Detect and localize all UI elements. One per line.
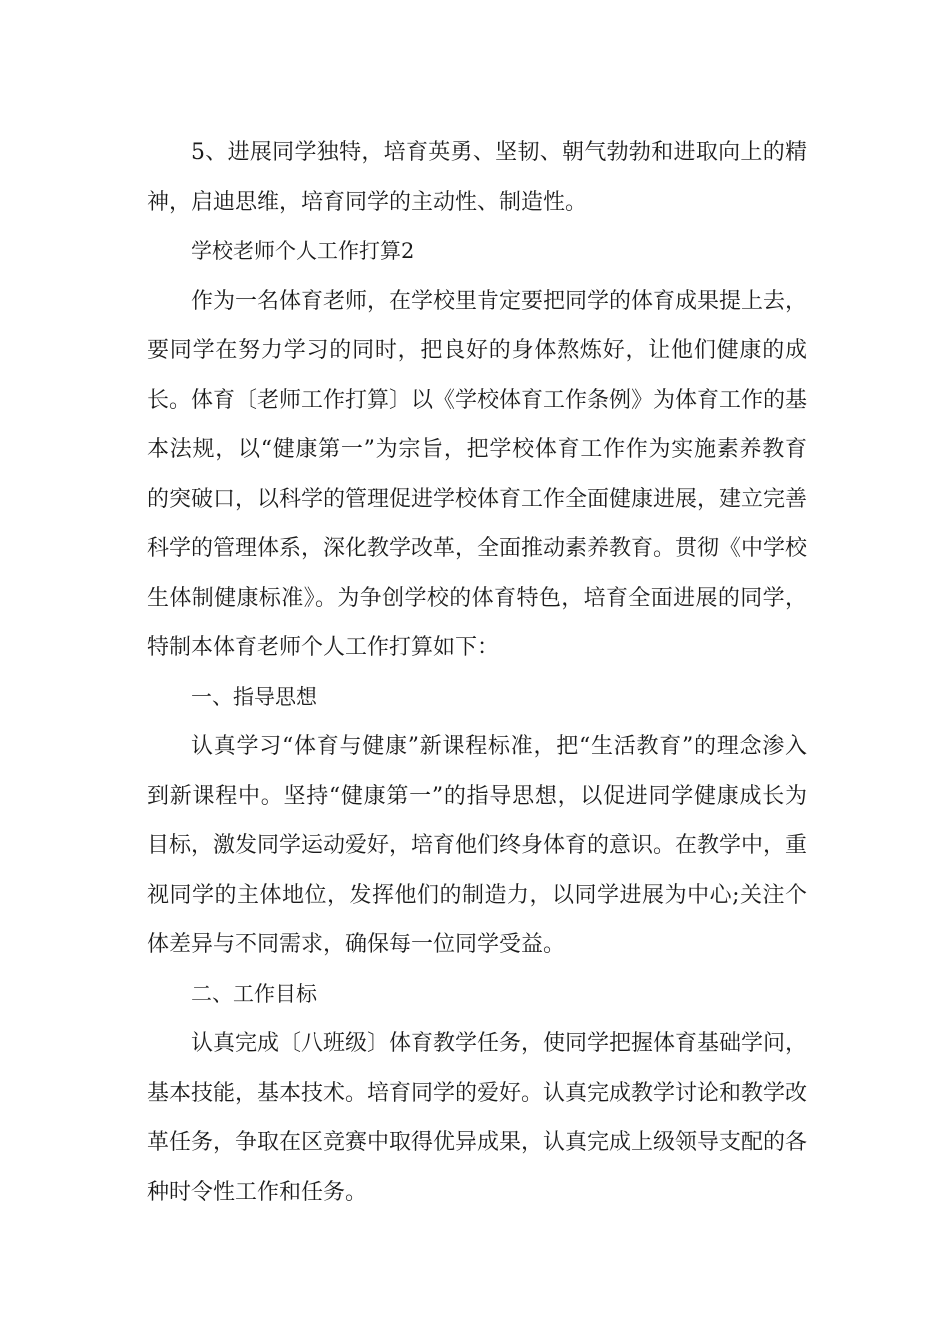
paragraph-guiding-thought: 认真学习“体育与健康”新课程标准，把“生活教育”的理念渗入到新课程中。坚持“健康第一”的指导思想，以促进同学健康成长为目标，激发同学运动爱好，培育他们终身体育的意识。在教学中，重视同学的主体地位，发挥他们的制造力，以同学进展为中心;关注个体差异与不同需求，确保每一位同学受益。	[147, 734, 808, 957]
paragraph-point-5: 5、进展同学独特，培育英勇、坚韧、朝气勃勃和进取向上的精神，启迪思维，培育同学的主动性、制造性。	[147, 140, 807, 215]
heading-work-goals: 二、工作目标	[191, 981, 317, 1006]
heading-guiding-thought: 一、指导思想	[191, 684, 317, 709]
section-title: 学校老师个人工作打算2	[191, 239, 415, 263]
document-body	[147, 128, 807, 1217]
paragraph-work-goals: 认真完成〔八班级〕体育教学任务，使同学把握体育基础学问，基本技能，基本技术。培育同学的爱好。认真完成教学讨论和教学改革任务，争取在区竞赛中取得优异成果，认真完成上级领导支配的各种时令性工作和任务。	[147, 1031, 808, 1205]
paragraph-intro: 作为一名体育老师，在学校里肯定要把同学的体育成果提上去，要同学在努力学习的同时，把良好的身体熬炼好，让他们健康的成长。体育〔老师工作打算〕以《学校体育工作条例》为体育工作的基本法规，以“健康第一”为宗旨，把学校体育工作作为实施素养教育的突破口，以科学的管理促进学校体育工作全面健康进展，建立完善科学的管理体系，深化教学改革，全面推动素养教育。贯彻《中学校生体制健康标准》。为争创学校的体育特色，培育全面进展的同学，特制本体育老师个人工作打算如下：	[147, 288, 808, 660]
